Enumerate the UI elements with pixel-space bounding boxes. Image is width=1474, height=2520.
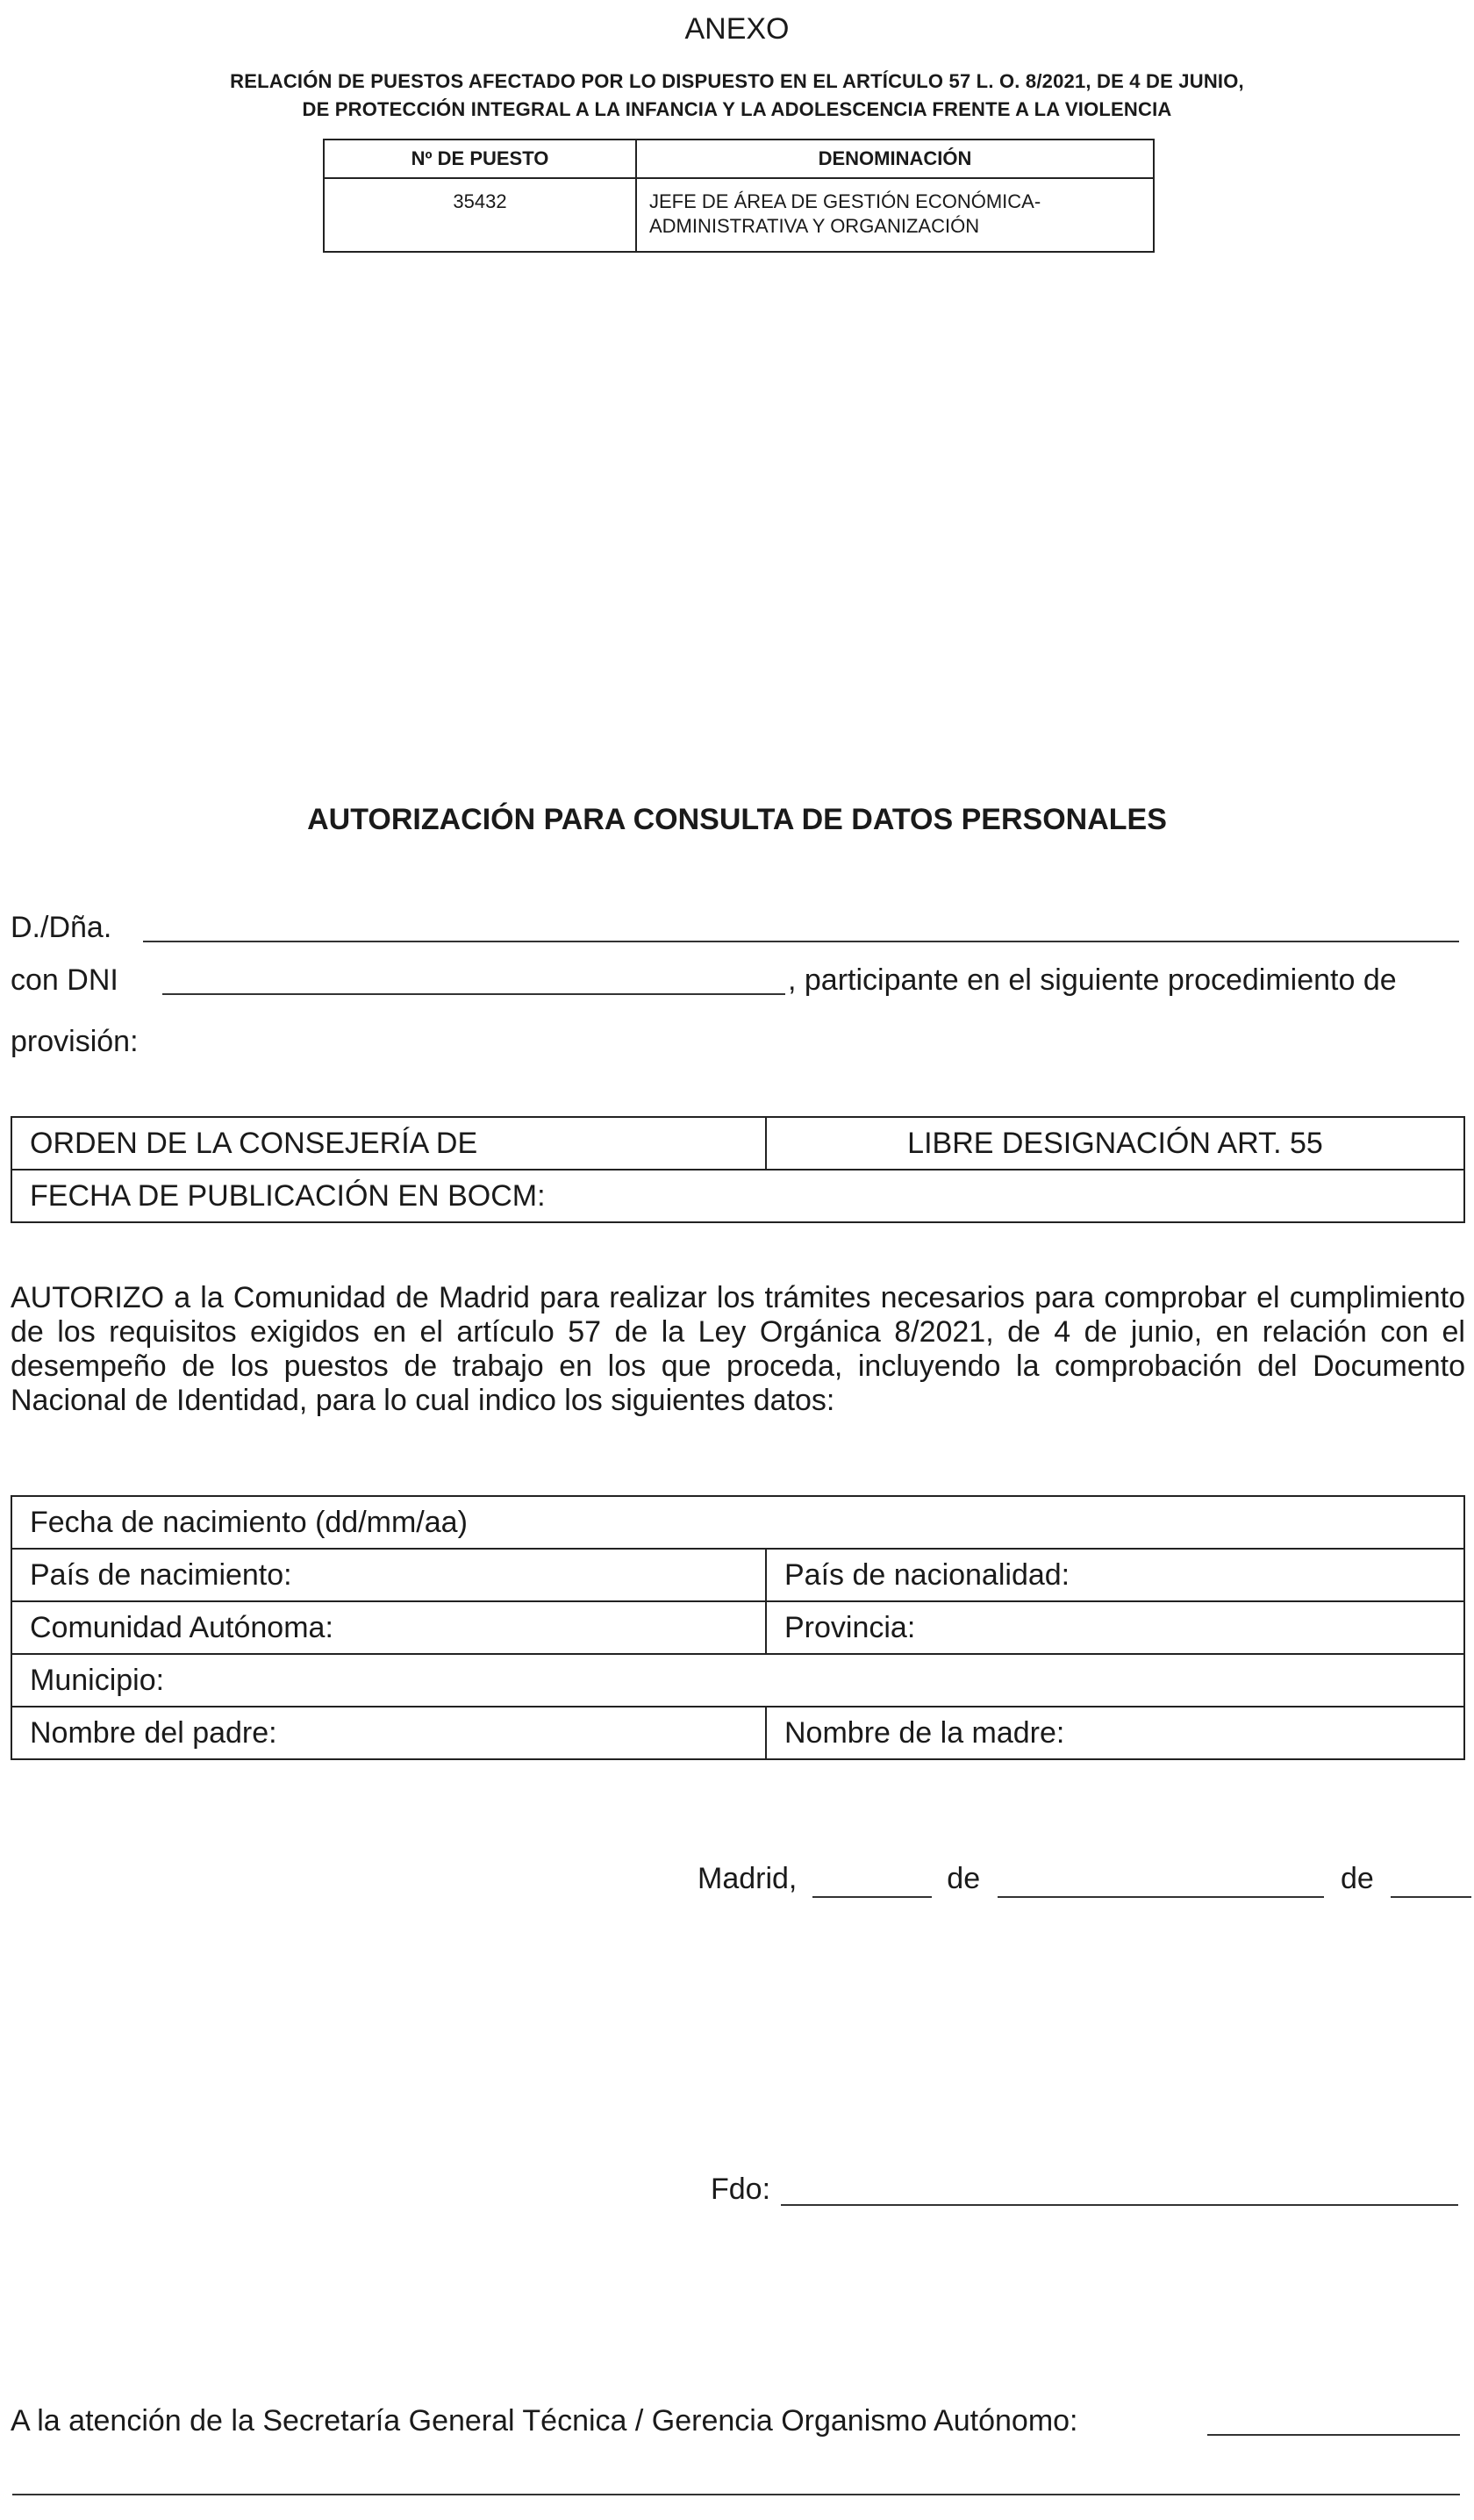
denomination-line1: JEFE DE ÁREA DE GESTIÓN ECONÓMICA- [649, 190, 1041, 212]
name-input-line[interactable] [143, 941, 1459, 942]
posts-table [323, 139, 1155, 253]
table-row [11, 1117, 1464, 1170]
autonomous-community-field[interactable]: Comunidad Autónoma: [11, 1601, 766, 1654]
birth-date-field[interactable]: Fecha de nacimiento (dd/mm/aa) [11, 1496, 1464, 1549]
mother-name-field[interactable]: Nombre de la madre: [766, 1707, 1464, 1759]
order-label-cell: ORDEN DE LA CONSEJERÍA DE [11, 1117, 766, 1170]
nationality-field[interactable]: País de nacionalidad: [766, 1549, 1464, 1601]
annex-subtitle-line1: RELACIÓN DE PUESTOS AFECTADO POR LO DISPUESTO EN EL ARTÍCULO 57 L. O. 8/2021, DE 4 DE JUNIO, [230, 70, 1244, 92]
header-post-number: Nº DE PUESTO [324, 140, 636, 178]
denomination-cell [636, 178, 1154, 252]
table-row [11, 1496, 1464, 1549]
date-line [698, 1862, 1471, 1898]
name-label: D./Dña. [11, 911, 112, 944]
table-row [324, 178, 1154, 252]
attention-input-line[interactable] [1207, 2434, 1460, 2436]
authorization-title: AUTORIZACIÓN PARA CONSULTA DE DATOS PERSONALES [307, 803, 1167, 836]
order-table [11, 1116, 1465, 1223]
province-field[interactable]: Provincia: [766, 1601, 1464, 1654]
date-de-1: de [947, 1862, 981, 1895]
table-row [11, 1549, 1464, 1601]
signature-label: Fdo: [711, 2173, 771, 2206]
publication-date-cell: FECHA DE PUBLICACIÓN EN BOCM: [11, 1170, 1464, 1222]
designation-type-cell: LIBRE DESIGNACIÓN ART. 55 [766, 1117, 1464, 1170]
posts-table-header [324, 140, 1154, 178]
post-number-cell: 35432 [324, 178, 636, 252]
birth-country-field[interactable]: País de nacimiento: [11, 1549, 766, 1601]
day-input-line[interactable] [812, 1862, 932, 1898]
denomination-line2: ADMINISTRATIVA Y ORGANIZACIÓN [649, 215, 980, 237]
dni-label: con DNI [11, 963, 118, 997]
attention-input-line-2[interactable] [12, 2494, 1460, 2495]
municipality-field[interactable]: Municipio: [11, 1654, 1464, 1707]
table-row [11, 1170, 1464, 1222]
header-denomination: DENOMINACIÓN [636, 140, 1154, 178]
dni-input-line[interactable] [162, 993, 785, 995]
annex-subtitle-line2: DE PROTECCIÓN INTEGRAL A LA INFANCIA Y LA ADOLESCENCIA FRENTE A LA VIOLENCIA [302, 98, 1172, 120]
date-place: Madrid, [698, 1862, 798, 1895]
provision-label: provisión: [11, 1025, 139, 1058]
table-row [11, 1654, 1464, 1707]
dni-participation-text: , participante en el siguiente procedimiento de [788, 963, 1397, 997]
attention-label: A la atención de la Secretaría General Técnica / Gerencia Organismo Autónomo: [11, 2404, 1078, 2438]
personal-data-table [11, 1495, 1465, 1760]
authorize-paragraph: AUTORIZO a la Comunidad de Madrid para realizar los trámites necesarios para comprobar el cumplimiento de los requisitos exigidos en el artículo 57 de la Ley Orgánica 8/2021, de 4 de junio, en relación con el desempeño de los puestos de trabajo en los que proceda, incluyendo la comprobación del Documento Nacional de Identidad, para lo cual indico los siguientes datos: [11, 1281, 1465, 1417]
father-name-field[interactable]: Nombre del padre: [11, 1707, 766, 1759]
annex-title: ANEXO [684, 12, 790, 46]
month-input-line[interactable] [998, 1862, 1324, 1898]
table-row [11, 1707, 1464, 1759]
year-input-line[interactable] [1391, 1862, 1471, 1898]
date-de-2: de [1341, 1862, 1374, 1895]
table-row [11, 1601, 1464, 1654]
signature-input-line[interactable] [781, 2204, 1458, 2206]
